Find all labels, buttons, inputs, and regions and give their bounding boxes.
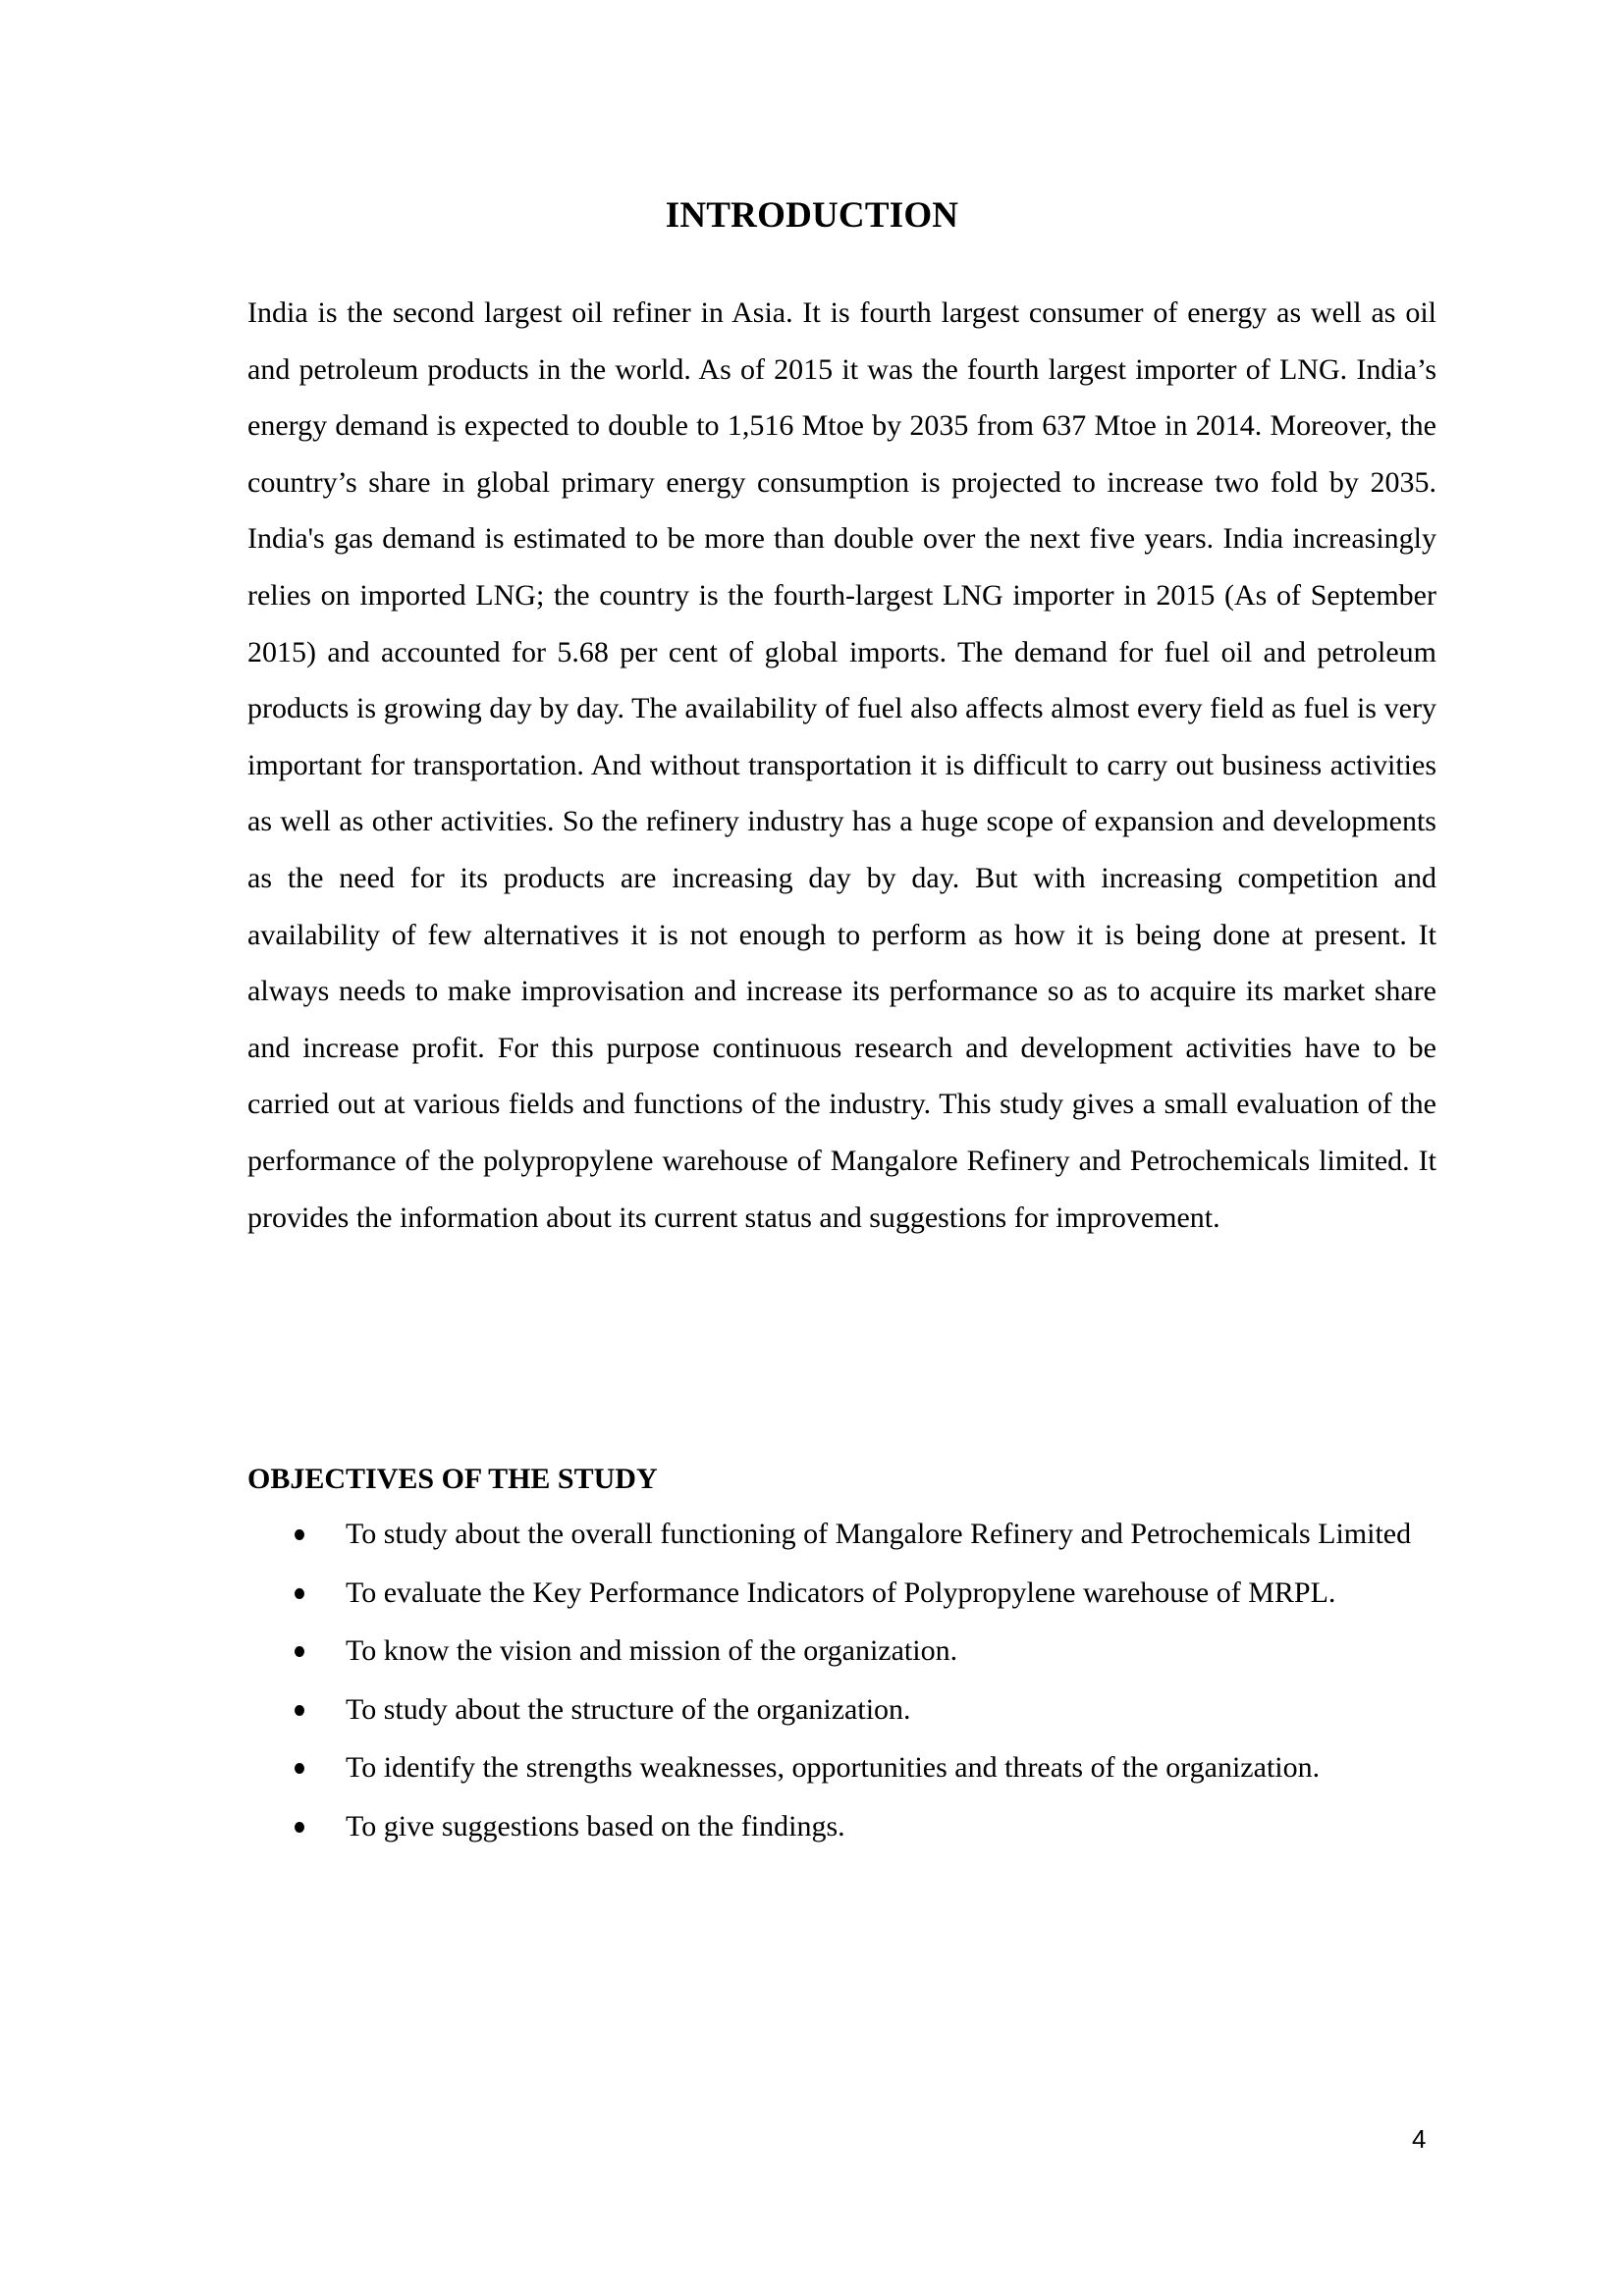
objectives-list [247, 1506, 1436, 1857]
bullet-icon [295, 1646, 304, 1657]
objective-text: To give suggestions based on the findings. [346, 1809, 845, 1842]
objective-text: To identify the strengths weaknesses, opportunities and threats of the organization. [346, 1751, 1321, 1785]
bullet-icon [295, 1822, 304, 1833]
introduction-paragraph: India is the second largest oil refiner in Asia. It is fourth largest consumer of energy as well as oil and petroleum products in the world. As of 2015 it was the fourth largest importer of LNG. India’s energy demand is expected to double to 1,516 Mtoe by 2035 from 637 Mtoe in 2014. Moreover, the country’s share in global primary energy consumption is projected to increase two fold by 2035. India's gas demand is estimated to be more than double over the next five years. India increasingly relies on imported LNG; the country is the fourth-largest LNG importer in 2015 (As of September 2015) and accounted for 5.68 per cent of global imports. The demand for fuel oil and petroleum products is growing day by day. The availability of fuel also affects almost every field as fuel is very important for transportation. And without transportation it is difficult to carry out business activities as well as other activities. So the refinery industry has a huge scope of expansion and developments as the need for its products are increasing day by day. But with increasing competition and availability of few alternatives it is not enough to perform as how it is being done at present. It always needs to make improvisation and increase its performance so as to acquire its market share and increase profit. For this purpose continuous research and development activities have to be carried out at various fields and functions of the industry. This study gives a small evaluation of the performance of the polypropylene warehouse of Mangalore Refinery and Petrochemicals limited. It provides the information about its current status and suggestions for improvement. [247, 296, 1436, 1234]
objective-item [247, 1506, 1436, 1563]
page-title: INTRODUCTION [665, 195, 959, 236]
bullet-icon [295, 1588, 304, 1599]
objective-item [247, 1565, 1436, 1622]
objective-text: To know the vision and mission of the organization. [346, 1634, 958, 1668]
page-number: 4 [1412, 2124, 1427, 2154]
objective-item [247, 1739, 1436, 1796]
objective-text: To study about the overall functioning of Mangalore Refinery and Petrochemicals Limited [346, 1518, 1412, 1550]
objective-item [247, 1623, 1436, 1680]
objective-text: To evaluate the Key Performance Indicators of Polypropylene warehouse of MRPL. [346, 1575, 1336, 1609]
objective-text: To study about the structure of the organization. [346, 1692, 911, 1726]
bullet-icon [295, 1705, 304, 1716]
objectives-heading: OBJECTIVES OF THE STUDY [247, 1463, 658, 1495]
objective-item [247, 1798, 1436, 1855]
objective-item [247, 1682, 1436, 1738]
bullet-icon [295, 1763, 304, 1774]
bullet-icon [295, 1529, 304, 1540]
